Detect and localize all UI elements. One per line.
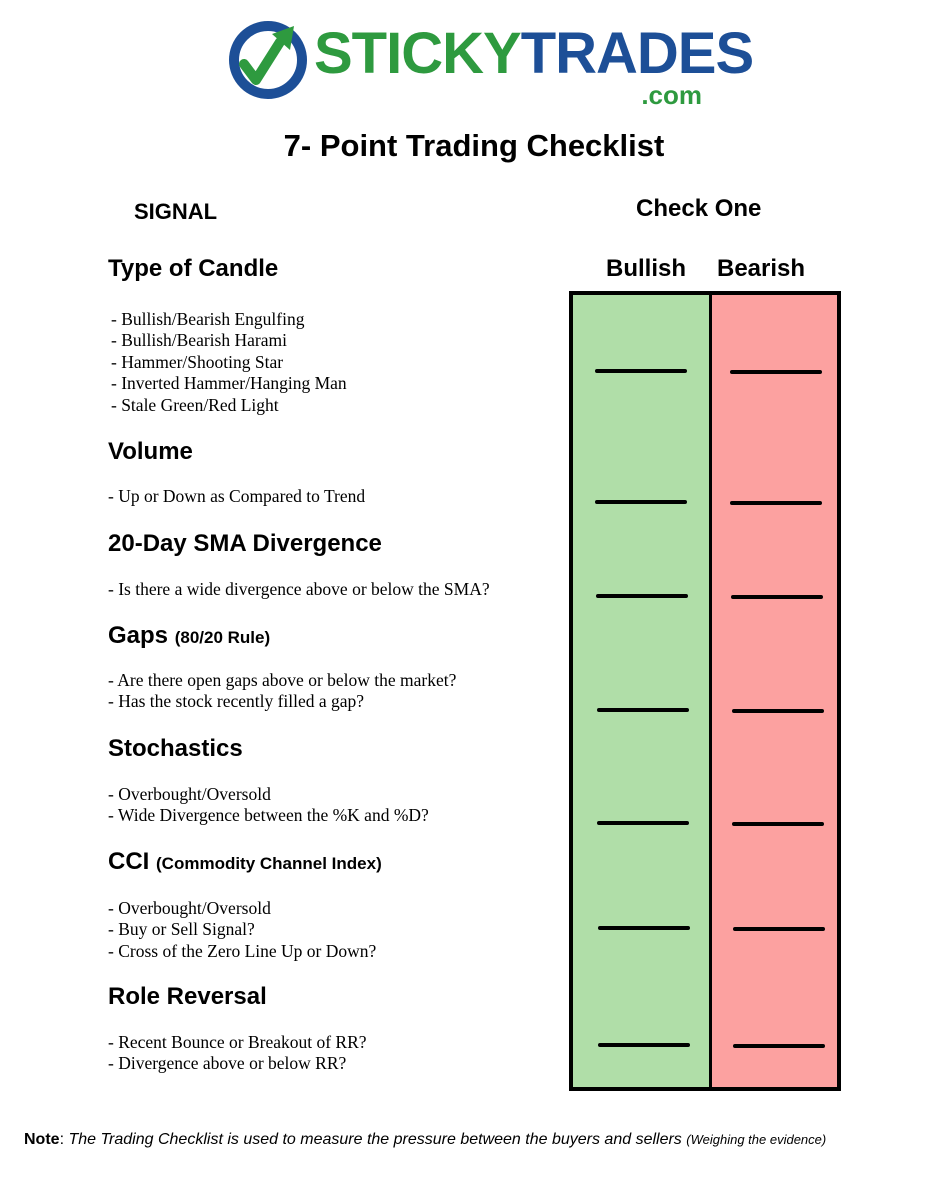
list-item: - Bullish/Bearish Engulfing	[111, 309, 305, 329]
bullish-blank-cci[interactable]	[598, 926, 690, 930]
stickytrades-logo	[228, 18, 754, 110]
bullish-blank-role-reversal[interactable]	[598, 1043, 690, 1047]
list-item: - Recent Bounce or Breakout of RR?	[108, 1032, 367, 1052]
bullish-blank-type-of-candle[interactable]	[595, 369, 687, 373]
list-item: - Buy or Sell Signal?	[108, 919, 255, 940]
section-items-stochastics	[108, 784, 429, 827]
list-item: - Stale Green/Red Light	[111, 394, 279, 415]
check-one-header: Check One	[636, 195, 762, 222]
section-subheading-cci: (Commodity Channel Index)	[156, 854, 382, 873]
section-items-sma-divergence	[108, 579, 490, 600]
list-item: - Is there a wide divergence above or below the SMA?	[108, 579, 490, 599]
note-label: Note	[24, 1131, 60, 1148]
list-item: - Hammer/Shooting Star	[111, 351, 284, 372]
section-items-type-of-candle	[111, 309, 347, 416]
bearish-blank-stochastics[interactable]	[732, 822, 824, 826]
check-table	[569, 291, 841, 1091]
list-item: - Overbought/Oversold	[108, 784, 271, 804]
section-items-cci	[108, 898, 376, 962]
list-item: - Up or Down as Compared to Trend	[108, 486, 366, 506]
section-items-volume	[108, 486, 365, 507]
footer-note: Note: The Trading Checklist is used to measure the pressure between the buyers and sellers (Weighing the evidence)	[24, 1131, 827, 1148]
bullish-blank-stochastics[interactable]	[597, 821, 689, 825]
section-heading-role-reversal: Role Reversal	[108, 983, 267, 1010]
bullish-blank-volume[interactable]	[595, 500, 687, 504]
logo-brand-trades: TRADES	[520, 21, 754, 86]
bullish-blank-gaps[interactable]	[597, 708, 689, 712]
signal-column-header: SIGNAL	[134, 199, 218, 224]
bearish-blank-type-of-candle[interactable]	[730, 370, 822, 374]
bearish-blank-cci[interactable]	[733, 927, 825, 931]
logo-domain-suffix: .com	[641, 80, 702, 110]
logo-wordmark	[314, 21, 754, 86]
bearish-blank-role-reversal[interactable]	[733, 1044, 825, 1048]
section-items-gaps	[108, 670, 456, 713]
list-item: - Overbought/Oversold	[108, 898, 271, 918]
list-item: - Are there open gaps above or below the market?	[108, 670, 457, 690]
section-heading-type-of-candle: Type of Candle	[108, 255, 279, 282]
list-item: - Inverted Hammer/Hanging Man	[111, 373, 347, 394]
list-item: - Cross of the Zero Line Up or Down?	[108, 940, 377, 961]
bearish-column	[712, 295, 837, 1087]
bullish-blank-sma-divergence[interactable]	[596, 594, 688, 598]
bearish-column-header: Bearish	[717, 255, 806, 282]
logo-brand-sticky: STICKY	[314, 21, 521, 86]
note-text: The Trading Checklist is used to measure the pressure between the buyers and sellers	[68, 1131, 682, 1148]
list-item: - Has the stock recently filled a gap?	[108, 691, 365, 712]
list-item: - Divergence above or below RR?	[108, 1053, 347, 1074]
bullish-column	[573, 295, 712, 1087]
bearish-blank-gaps[interactable]	[732, 709, 824, 713]
section-heading-cci: CCI (Commodity Channel Index)	[108, 848, 382, 875]
section-items-role-reversal	[108, 1032, 367, 1075]
chart-arrow-logo-icon	[228, 20, 308, 100]
page-title: 7- Point Trading Checklist	[283, 128, 665, 163]
section-heading-gaps: Gaps (80/20 Rule)	[108, 622, 271, 649]
section-heading-sma-divergence: 20-Day SMA Divergence	[108, 530, 382, 557]
list-item: - Wide Divergence between the %K and %D?	[108, 805, 429, 826]
list-item: - Bullish/Bearish Harami	[111, 330, 287, 351]
bearish-blank-volume[interactable]	[730, 501, 822, 505]
section-subheading-gaps: (80/20 Rule)	[174, 628, 271, 647]
section-heading-volume: Volume	[108, 438, 193, 465]
bullish-column-header: Bullish	[606, 255, 687, 282]
bearish-blank-sma-divergence[interactable]	[731, 595, 823, 599]
note-parenthetical: (Weighing the evidence)	[686, 1132, 827, 1147]
section-heading-stochastics: Stochastics	[108, 735, 243, 762]
